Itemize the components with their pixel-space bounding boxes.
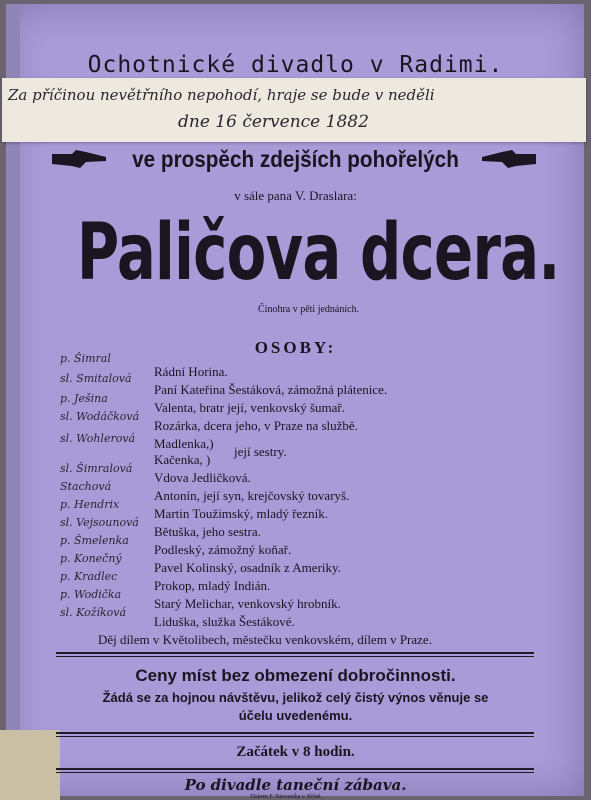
genre-line: Činohra v pěti jednáních. bbox=[258, 304, 360, 315]
actor-signature: sl. Wodáčková bbox=[60, 410, 140, 423]
role-item: Kačenka, ) bbox=[154, 452, 211, 467]
actor-signature: sl. Kožíková bbox=[60, 606, 127, 619]
actor-signature: sl. Šimralová bbox=[60, 462, 133, 475]
role-item: Podleský, zámožný koňař. bbox=[154, 542, 292, 557]
sisters-note: její sestry. bbox=[234, 444, 287, 459]
theatre-name: Ochotnické divadlo v Radimi. bbox=[87, 52, 504, 78]
role-item: Valenta, bratr její, venkovský šumař. bbox=[154, 400, 345, 415]
role-item: Prokop, mladý Indián. bbox=[154, 578, 271, 593]
divider bbox=[56, 652, 534, 654]
actor-signature: sl. Wohlerová bbox=[60, 432, 136, 445]
divider bbox=[56, 732, 534, 734]
actor-signature: p. Šmelenka bbox=[60, 534, 129, 547]
actor-signature: p. Ješina bbox=[60, 392, 108, 405]
divider bbox=[56, 772, 534, 773]
printer-credit: Tiskem F. Návesníka v Jičíně. bbox=[250, 794, 322, 800]
role-item: Starý Melichar, venkovský hrobník. bbox=[154, 596, 341, 611]
role-item: Liduška, služka Šestákové. bbox=[154, 614, 295, 629]
benefit-line: ve prospěch zdejších pohořelých bbox=[132, 146, 459, 172]
prices-line: Ceny míst bez obmezení dobročinnosti. bbox=[135, 666, 456, 685]
divider bbox=[56, 656, 534, 657]
actor-signature: p. Konečný bbox=[60, 552, 122, 565]
role-item: Martin Toužimský, mladý řezník. bbox=[154, 506, 328, 521]
role-item: Paní Kateřina Šestáková, zámožná plátenice. bbox=[154, 382, 388, 397]
actor-signature: sl. Vejsounová bbox=[60, 516, 139, 529]
actor-signature: p. Kradlec bbox=[60, 570, 118, 583]
appeal-line-1: Žádá se za hojnou návštěvu, jelikož celý čistý výnos věnuje se bbox=[102, 690, 489, 705]
divider bbox=[56, 768, 534, 770]
role-item: Rozárka, dcera jeho, v Praze na službě. bbox=[154, 418, 358, 433]
handwritten-note-strip bbox=[2, 78, 586, 142]
actor-signature: p. Hendrix bbox=[60, 498, 120, 511]
venue-line: v sále pana V. Draslara: bbox=[234, 188, 357, 203]
play-title: Paličova dcera. bbox=[76, 208, 560, 298]
role-item: Vdova Jedličková. bbox=[154, 470, 251, 485]
role-item: Antonín, její syn, krejčovský tovaryš. bbox=[154, 488, 350, 503]
actor-signature: p. Šimral bbox=[60, 352, 111, 365]
dance-line: Po divadle taneční zábava. bbox=[184, 776, 407, 794]
role-item: Rádní Horina. bbox=[154, 364, 228, 379]
note-line-2: dne 16 července 1882 bbox=[178, 112, 369, 132]
role-item: Pavel Kolinský, osadník z Ameriky. bbox=[154, 560, 341, 575]
start-time: Začátek v 8 hodin. bbox=[236, 744, 355, 760]
note-line-1: Za příčinou nevětřního nepohodí, hraje se bude v neděli bbox=[8, 86, 435, 104]
cast-heading: OSOBY: bbox=[254, 338, 337, 357]
setting-line: Děj dílem v Květolibech, městečku venkovském, dílem v Praze. bbox=[98, 632, 432, 647]
role-item: Bětuška, jeho sestra. bbox=[154, 524, 261, 539]
appeal-line-2: účelu uvedenému. bbox=[238, 708, 353, 723]
actor-signature: p. Wodička bbox=[60, 588, 122, 601]
role-item: Madlenka,) bbox=[154, 436, 214, 451]
divider bbox=[56, 736, 534, 737]
actor-signature: Stachová bbox=[60, 480, 112, 493]
actor-signature: sl. Smitalová bbox=[60, 372, 132, 385]
